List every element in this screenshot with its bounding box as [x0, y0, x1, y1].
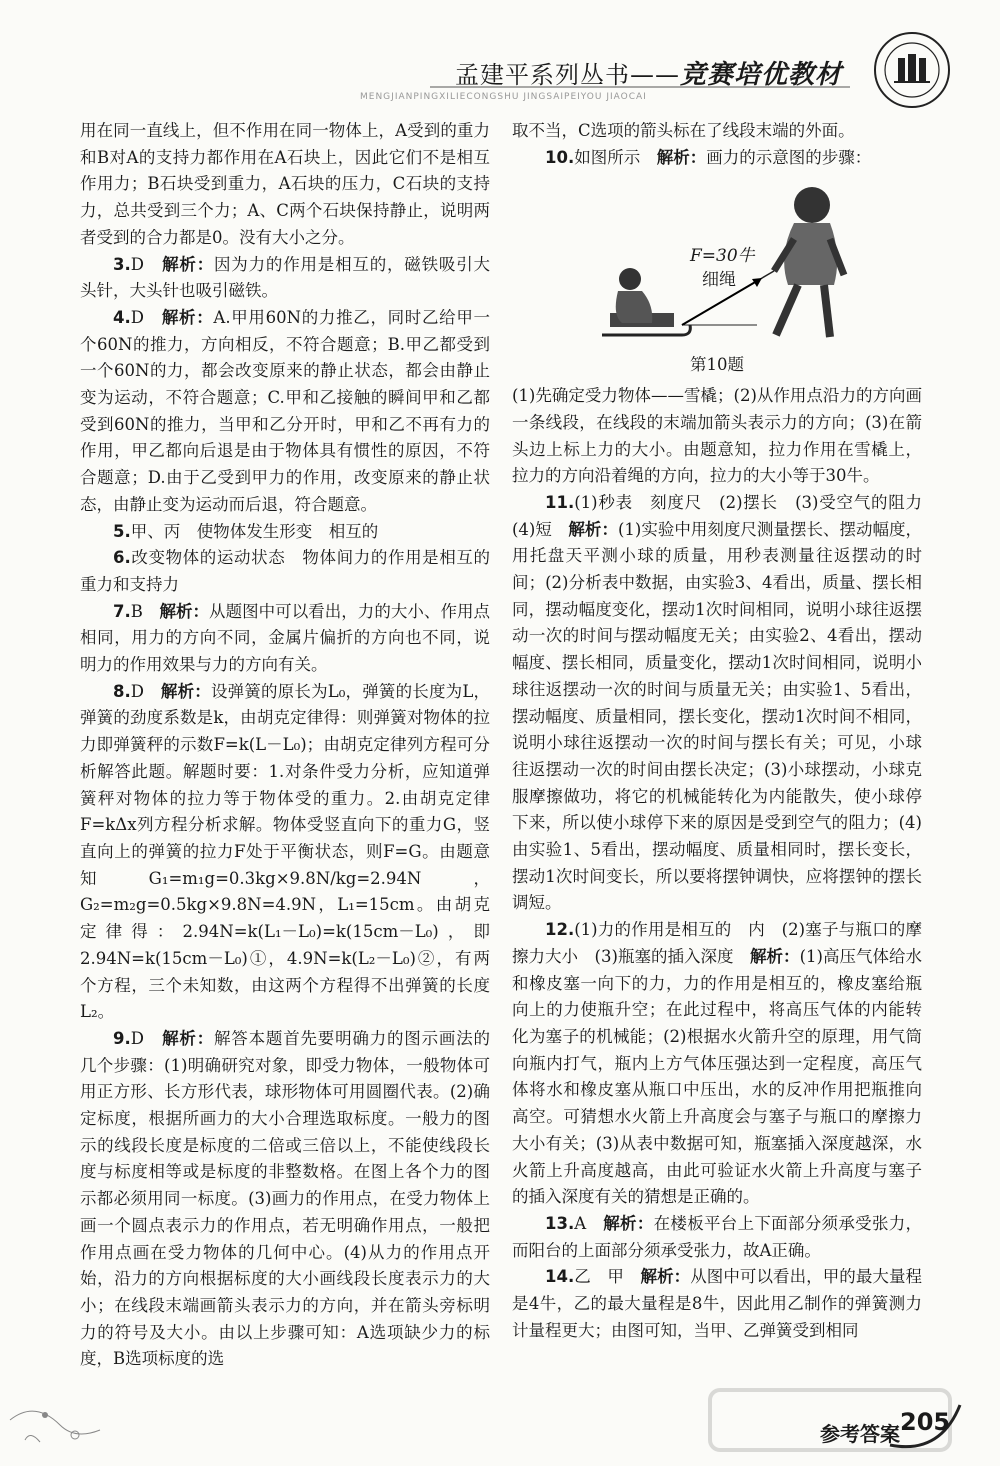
answer-item: [512, 917, 922, 1211]
answer-item: [80, 252, 490, 305]
item-answer: 乙 甲: [574, 1267, 624, 1287]
item-number: 4.: [113, 307, 131, 327]
item-number: 7.: [113, 601, 131, 621]
item-text: (1)实验中用刻度尺测量摆长、摆动幅度，用托盘天平测小球的质量，用秒表测量往返摆动的时间；(2)分析表中数据，由实验3、4看出，质量、摆长相同，摆动幅度变化，摆动1次时间相同，说明小球往返摆动一次的时间与摆动幅度无关；由实验2、4看出，摆动幅度、摆长相同，质量变化，摆动1次时间相同，说明小球往返摆动一次的时间与质量无关；由实验1、5看出，摆动幅度、质量相同，摆长变化，摆动1次时间不相同，说明小球往返摆动一次的时间与摆长有关；可见，小球往返摆动一次的时间由摆长决定；(3)小球摆动，小球克服摩擦做功，将它的机械能转化为内能散失，使小球停下来，所以使小球停下来的原因是受到空气的阻力；(4)由实验1、5看出，摆动幅度、质量相同时，摆长变长，摆动1次时间变长，所以要将摆钟调快，应将摆钟的摆长调短。: [512, 519, 923, 913]
analysis-label: 解析：: [160, 681, 211, 701]
item-number: 9.: [113, 1028, 131, 1048]
item-answer: B: [130, 601, 143, 621]
answer-item: [512, 490, 939, 917]
item-text: 从题图中可以看出，力的大小、作用点相同，用力的方向不同，金属片偏折的方向也不同，说明力的作用效果与力的方向有关。: [80, 601, 491, 675]
analysis-label: 解析：: [603, 1213, 654, 1233]
analysis-label: 解析：: [162, 254, 214, 274]
item-text: 画力的示意图的步骤：: [706, 147, 872, 167]
answer-item: [80, 305, 490, 519]
figure-sled-pull: [512, 175, 922, 350]
analysis-label: 解析：: [159, 601, 210, 621]
answer-continuation: [512, 383, 922, 490]
page-number: 205: [900, 1408, 951, 1436]
answer-continuation: 取不当，C选项的箭头标在了线段末端的外面。: [512, 121, 855, 140]
item-answer: 改变物体的运动状态 物体间力的作用是相互的 重力和支持力: [80, 548, 507, 594]
item-number: 12.: [545, 920, 575, 940]
item-text: 解答本题首先要明确力的图示画法的几个步骤：(1)明确研究对象，即受力物体，一般物体可用正方形、长方形代表，球形物体可用圆圈代表。(2)确定标度，根据所画力的大小合理选取标度。一般力的图示的线段长度是标度的二倍或三倍以上，不能使线段长度与标度相等或是标度的非整数格。在图上各个力的图示都必须用同一标度。(3)画力的作用点，在受力物体上画一个圆点表示力的作用点，若无明确作用点，一般把作用点画在受力物体的几何中心。(4)从力的作用点开始，沿力的方向根据标度的大小画线段长度表示力的大小；在线段末端画箭头表示力的方向，并在箭头旁标明力的符号及大小。由以上步骤可知：A选项缺少力的标度，B选项标度的选: [80, 1028, 491, 1369]
item-number: 11.: [545, 492, 575, 512]
item-number: 14.: [545, 1267, 575, 1287]
right-column: [512, 118, 939, 1344]
item-answer: 甲、丙 使物体发生形变 相互的: [130, 521, 379, 541]
item-answer: 如图所示: [574, 147, 641, 167]
analysis-label: 解析：: [568, 519, 618, 539]
item-text: 用在同一直线上，但不作用在同一物体上，A受到的重力和B对A的支持力都作用在A石块上，因此它们不是相互作用力；B石块受到重力，A石块的压力，C石块的支持力，总共受到三个力；A、C两个石块保持静止，说明两者受到的合力都是0。没有大小之分。: [80, 121, 490, 247]
series-title: [455, 54, 842, 91]
figure-caption: 第10题: [690, 355, 744, 375]
analysis-label: 解析：: [161, 307, 214, 327]
answer-item: [80, 545, 507, 598]
item-number: 13.: [545, 1213, 575, 1233]
item-number: 6.: [113, 548, 131, 568]
series-title-plain: 孟建平系列丛书——: [455, 61, 680, 89]
page-header: [0, 0, 1000, 110]
item-number: 3.: [113, 254, 131, 274]
item-text: 从图中可以看出，甲的最大量程是4牛，乙的最大量程是8牛，因此用乙制作的弹簧测力计量程更大；由图可知，当甲、乙弹簧受到相同: [512, 1267, 923, 1340]
item-text: A.甲用60N的力推乙，同时乙给甲一个60N的推力，方向相反，不符合题意；B.甲乙都受到一个60N的力，都会改变原来的静止状态，都会由静止变为运动，不符合题意；C.甲和乙接触的瞬间甲和乙都受到60N的推力，当甲和乙分开时，甲和乙不再有力的作用，甲乙都向后退是由于物体具有惯性的原因，不符合题意；D.由于乙受到甲力的作用，改变原来的静止状态，由静止变为运动而后退，符合题意。: [80, 307, 491, 514]
series-seal-logo: [872, 30, 952, 110]
analysis-label: 解析：: [162, 1028, 214, 1048]
item-answer: D: [130, 254, 144, 274]
left-column: [80, 118, 507, 1373]
answer-item: [80, 679, 490, 1026]
answer-item-10: [512, 145, 922, 172]
rope-label: 细绳: [702, 270, 736, 291]
answer-continuation: [80, 118, 490, 252]
answer-item: [512, 1211, 922, 1264]
item-text: 设弹簧的原长为L₀，弹簧的长度为L，弹簧的劲度系数是k，由胡克定律得：则弹簧对物体的拉力即弹簧秤的示数F=k(L－L₀)；由胡克定律列方程可分析解答此题。解题时要：1.对条件受力分析，应知道弹簧秤对物体的拉力等于物体受的重力。2.由胡克定律F=kΔx列方程分析求解。物体受竖直向下的重力G，竖直向上的弹簧的拉力F处于平衡状态，则F=G。由题意知G₁=m₁g=0.3kg×9.8N/kg=2.94N，G₂=m₂g=0.5kg×9.8N=4.9N，L₁=15cm。由胡克定律得：2.94N=k(L₁－L₀)=k(15cm－L₀)，即2.94N=k(15cm－L₀)①，4.9N=k(L₂－L₀)②，有两个方程，三个未知数，由这两个方程得不出弹簧的长度L₂。: [80, 681, 491, 1022]
item-answer: D: [130, 307, 144, 327]
item-number: 5.: [113, 521, 131, 541]
footer-label: 参考答案: [820, 1422, 900, 1446]
item-answer: (1)力的作用是相互的 内 (2)塞子与瓶口的摩擦力大小 (3)瓶塞的插入深度: [512, 920, 922, 966]
item-answer: D: [130, 681, 144, 701]
item-number: 8.: [113, 681, 131, 701]
answer-item: [80, 599, 490, 679]
force-label: F=30牛: [690, 246, 755, 267]
floral-decoration: [5, 1380, 115, 1460]
analysis-label: 解析：: [640, 1267, 691, 1287]
item-answer: A: [574, 1213, 587, 1233]
item-text: (1)高压气体给水和橡皮塞一向下的力，力的作用是相互的，橡皮塞给瓶向上的力使瓶升空；在此过程中，将高压气体的内能转化为塞子的机械能；(2)根据水火箭升空的原理，用气筒向瓶内打气，瓶内上方气体压强达到一定程度，高压气体将水和橡皮塞从瓶口中压出，水的反冲作用把瓶推向高空。可猜想水火箭上升高度会与塞子与瓶口的摩擦力大小有关；(3)从表中数据可知，瓶塞插入深度越深，水火箭上升高度越高，由此可验证水火箭上升高度与塞子的插入深度有关的猜想是正确的。: [512, 946, 923, 1207]
answer-item: [512, 1264, 922, 1344]
analysis-label: 解析：: [656, 147, 707, 167]
item-number: 10.: [545, 147, 575, 167]
item-text: (1)先确定受力物体——雪橇；(2)从作用点沿力的方向画一条线段，在线段的末端加箭头表示力的方向；(3)在箭头边上标上力的大小。由题意知，拉力作用在雪橇上，拉力的方向沿着绳的方向，拉力的大小等于30牛。: [512, 386, 922, 486]
right-column-items: [512, 383, 939, 1344]
item-text: 因为力的作用是相互的，磁铁吸引大头针，大头针也吸引磁铁。: [80, 254, 491, 301]
item-answer: D: [130, 1028, 144, 1048]
item-text: 在楼板平台上下面部分须承受张力，而阳台的上面部分须承受张力，故A正确。: [512, 1213, 923, 1260]
item-answer: (1)秒表 刻度尺 (2)摆长 (3)受空气的阻力 (4)短: [512, 492, 939, 539]
answer-item: [80, 519, 490, 546]
answer-item: [80, 1026, 490, 1373]
analysis-label: 解析：: [750, 946, 800, 966]
series-pinyin: MENGJIANPINGXILIECONGSHU JINGSAIPEIYOU JIAOCAI: [360, 92, 647, 102]
series-title-bold: 竞赛培优教材: [680, 60, 843, 90]
